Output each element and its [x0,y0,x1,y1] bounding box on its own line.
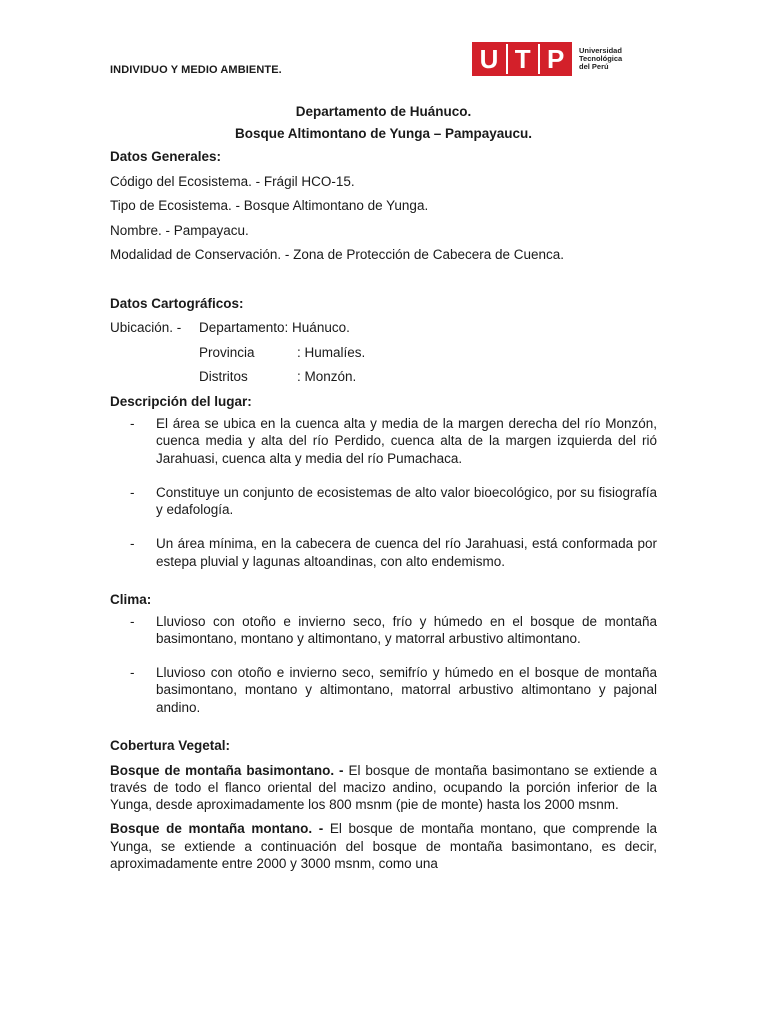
paragraph-term: Bosque de montaña basimontano [110,762,331,778]
list-item: - El área se ubica en la cuenca alta y media de la margen derecha del río Monzón, cuenca media y alta del río Perdido, cuenca alta de la margen izquierda del rió Jarahuasi, cuenca alta y media del río Pumachaca. [130,416,657,466]
general-line: Tipo de Ecosistema. - Bosque Altimontano de Yunga. [110,198,429,213]
list-item: - Un área mínima, en la cabecera de cuenca del río Jarahuasi, está conformada por estepa pluvial y lagunas altoandinas, con alto endemismo. [130,536,657,569]
districts-value: : Monzón. [297,369,357,384]
province-label: Provincia [199,344,255,360]
utp-logo-mark [472,42,572,76]
location-department: Departamento: Huánuco. [199,320,350,335]
general-line: Modalidad de Conservación. - Zona de Protección de Cabecera de Cuenca. [110,247,565,262]
utp-logo-text [579,47,622,71]
section-heading-general: Datos Generales: [110,149,222,164]
logo-line: Universidad [579,46,622,55]
province-value: : Humalíes. [297,344,366,360]
paragraph-text: El bosque de montaña montano, que comprende la Yunga, se extiende a continuación del bosque de montaña basimontano, es decir, aproximadamente entre 2000 y 3000 msnm, como una [110,821,657,872]
paragraph-term: Bosque de montaña montano. - [110,821,330,837]
section-heading-climate: Clima: [110,592,152,608]
list-item-text: Constituye un conjunto de ecosistemas de alto valor bioecológico, por su fisiografía y edafología. [156,484,657,518]
location-label: Ubicación. - [110,320,182,335]
logo-divider [538,44,540,74]
paragraph-montano [110,820,657,872]
logo-letter-u: U [479,44,499,74]
logo-line: del Perú [579,62,609,71]
location-row [110,365,657,390]
logo-letter-p: P [547,44,565,74]
list-item: - Lluvioso con otoño e invierno seco, frío y húmedo en el bosque de montaña basimontano, montano y altimontano, y matorral arbustivo altimontano. [130,613,657,646]
paragraph-separator: . - [330,762,349,778]
paragraph-text: El bosque de montaña basimontano se extiende a través de todo el flanco oriental del macizo andino, ocupando la porción inferior de la Yunga, desde aproximadamente los 800 msnm (pie de monte) hasta los 2000 msnm. [110,762,657,813]
title-forest: Bosque Altimontano de Yunga – Pampayaucu. [234,126,533,141]
description-list [110,415,657,570]
logo-divider [506,44,508,74]
utp-logo [472,42,622,76]
location-row [110,316,657,341]
climate-list [110,613,657,716]
document-body [110,101,657,872]
paragraph-basimontano [110,762,657,814]
course-header: INDIVIDUO Y MEDIO AMBIENTE. [110,64,282,76]
list-item: - Constituye un conjunto de ecosistemas de alto valor bioecológico, por su fisiografía y edafología. [130,484,657,518]
logo-line: Tecnológica [579,54,623,63]
list-item: - Lluvioso con otoño e invierno seco, semifrío y húmedo en el bosque de montaña basimontano, montano y altimontano, matorral arbustivo altimontano y pajonal andino. [130,665,657,715]
general-line: Código del Ecosistema. - Frágil HCO-15. [110,173,355,189]
title-department: Departamento de Huánuco. [295,104,472,119]
list-item-text: Lluvioso con otoño e invierno seco, semifrío y húmedo en el bosque de montaña basimontano, montano y altimontano, matorral arbustivo altimontano y pajonal andino. [156,665,657,715]
section-heading-description: Descripción del lugar: [110,393,252,409]
list-item-text: Lluvioso con otoño e invierno seco, frío y húmedo en el bosque de montaña basimontano, montano y altimontano, y matorral arbustivo altimontano. [156,613,657,646]
logo-letter-t: T [514,44,531,74]
location-row [110,341,657,366]
section-heading-carto: Datos Cartográficos: [110,295,244,311]
section-heading-vegetation: Cobertura Vegetal: [110,738,231,754]
list-item-text: Un área mínima, en la cabecera de cuenca del río Jarahuasi, está conformada por estepa pluvial y lagunas altoandinas, con alto endemismo. [156,536,657,569]
general-line: Nombre. - Pampayacu. [110,222,249,238]
list-item-text: El área se ubica en la cuenca alta y media de la margen derecha del río Monzón, cuenca media y alta del río Perdido, cuenca alta de la margen izquierda del rió Jarahuasi, cuenca alta y media del río Pumachaca. [156,416,657,466]
districts-label: Distritos [199,369,248,384]
